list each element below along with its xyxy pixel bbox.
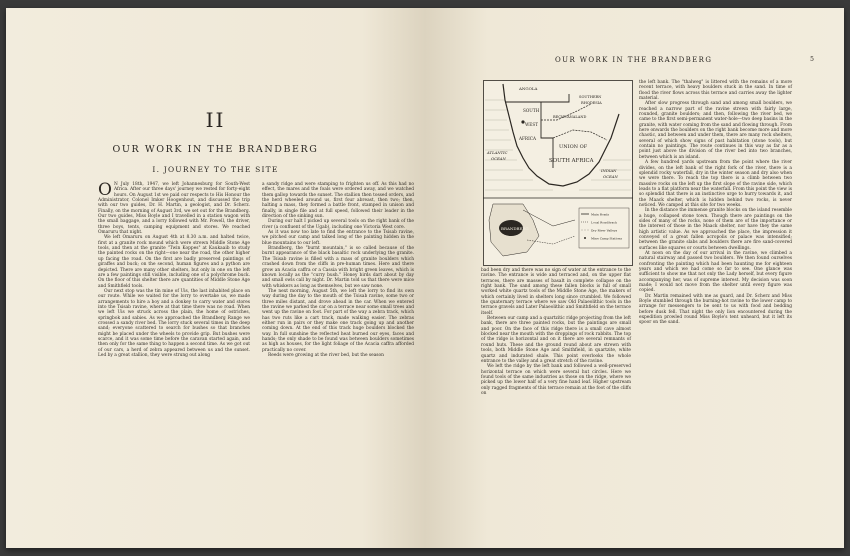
legend-item: Mine Camp Stations	[591, 236, 622, 241]
paragraph: We left the ridge by the left bank and followed a well-preserved horizontal terrace on which were several hut circles. Here we found tools of the same industries as those on the ridge, where we picked up the lower half of a very fine hand leaf. Higher upstream only ragged fragments of this terrace remain at the foot of the cliffs on	[481, 364, 631, 396]
paragraph: After slow progress through sand and among small boulders, we reached a narrow part of the ravine strewn with fairly large, rounded, granite boulders; and then, following the river bed, we came to the first semi-permanent water-hole—two deep basins in the granite, with water coming from the sand and flowing through. From here onwards the boulders on the right bank become more and more chaotic, and between and under them, there are many rock shelters, several of which show signs of past habitation (stone tools), but contain no paintings. The route continues in this way as far as a point just above the division of the river bed into two branches, between which is an island.	[639, 101, 792, 160]
paragraph: As it was now too late to find the entrance to the Tsisab ravine, we pitched our camp and talked long of the painting hidden in the blue mountains to our left.	[262, 230, 414, 246]
paragraph: The next morning, August 5th, we left the lorry to find its own way during the day to the mouth of the Tsisab ravine, some two or three miles distant, and drove ahead in the car. When we entered the ravine we parked the car on a terrace near some small trees and went up the ravine on foot. For part of the way a zebra track, which has two ruts like a cart track, made walking easier. The zebras either run in pairs or they make one track going up and another coming down. At the end of this track huge boulders blocked the way. In full sunshine the reflected heat burned our eyes, faces and hands; the only shade to be found was between boulders sometimes as high as houses, for the light foliage of the Acacia caffra afforded practically no cover.	[262, 288, 414, 353]
paragraph: bad been dry and there was no sign of water at the entrance to the ravine. The entrance is wide and terraced and, on the upper flat terraces, there are masses of basalt in complete collapse on the right bank. The sand among these fallen blocks is full of small worked white quartz tools of the Middle Stone Age, the makers of which certainly lived in shelters long since crumbled. We followed the quaternary terrace where we saw Old Palaeolithic tools in the terrace gravels and Later Palaeolithic and Smithfield on the terrace itself.	[481, 268, 631, 316]
book-spread	[6, 8, 844, 548]
right-column-1	[481, 268, 631, 543]
legend-item: Main Roads	[591, 212, 610, 217]
chapter-title: OUR WORK IN THE BRANDBERG	[112, 144, 319, 155]
paragraph: At noon on the day of our arrival in the ravine, we climbed a natural stairway and passed two boulders. We then found ourselves confronting the painting which had been haunting me for eighteen years and which we had come so far to see. One glance was sufficient to show me that not only the Lady herself, but every figure accompanying her, was of supreme interest. My decision was soon made; I would not move from the shelter until every figure was copied.	[639, 251, 792, 294]
map-label-bechuanaland: BECHUANALAND	[553, 115, 587, 119]
map-label-indian-1: INDIAN	[601, 168, 617, 173]
paragraph: O N July 18th, 1947, we left Johannesburg for South-West Africa. After our three days' journey we rested for forty-eight hours. On August 1st we paid our respects to His Honour the Administrator, Colonel Imker Hoogenhout, and discussed the trip with our two guides, Dr. H. Martin, a geologist, and Dr. Scherz. Finally, on the morning of August 3rd, we set out for the Brandberg. Our two guides, Miss Boyle and I travelled in a station wagon with the small baggage, and a lorry followed with Mr. Powell, the driver, three boys, tents, camping equipment and stores. We reached Omaruru that night.	[98, 180, 250, 236]
right-column-2	[639, 80, 792, 543]
running-head: OUR WORK IN THE BRANDBERG	[555, 56, 713, 64]
map-label-atlantic-1: ATLANTIC	[487, 150, 508, 155]
right-page	[425, 8, 844, 548]
paragraph: In the distance the immense granite blocks on the island resemble a huge, collapsed stone town. Though there are paintings on the sides of many of the rocks, none of them are of the importance or the interest of those in the Maack shelter, nor have they the same high artistic value. As we approached the place, the impression it conveyed of a great fallen acropolis or palace was intensified; between the granite slabs and boulders there are fire sand-covered surfaces like squares or courts between dwellings.	[639, 208, 792, 251]
paragraph: a sandy ridge and were stamping to frighten us off. As this had no effect, the mares and the foals were ordered away, and we watched them gallop towards the sunset. The stallion then tossed orders, and the herd wheeled around us, first four abreast, then two; then, halting a mass, they formed a battle front, stamped in unison and finally, in single file and at full speed, followed their leader in the direction of the sinking sun.	[262, 182, 414, 220]
paragraph: A few hundred yards upstream from the point where the river divides, on the left bank of the right fork of the river, there is a splendid rocky waterfall, dry in the winter season and dry also when we were there. To reach the top there is a climb between two massive rocks on the left up the first slope of the ravine side, which leads to a flat platform near the waterfall. From this point the view is so splendid that there is an instinctive urge to hurry towards it, and the Maack shelter, which is hidden behind two rocks, is never noticed. We camped at this site for two weeks.	[639, 160, 792, 208]
map-label-angola: ANGOLA	[519, 86, 538, 91]
section-title: I. JOURNEY TO THE SITE	[152, 165, 279, 174]
map-label-atlantic-2: OCEAN	[491, 156, 506, 161]
map-label-swa-3: AFRICA	[519, 136, 536, 141]
map-label-indian-2: OCEAN	[603, 174, 618, 179]
map-label-swa-2: WEST	[525, 122, 539, 127]
left-column-1	[98, 182, 250, 527]
left-column-2	[262, 182, 414, 527]
paragraph: Our next stop was the tin mine of Uis, the last inhabited place on our route. While we waited for the lorry to overtake us, we made arrangements to hire a boy and a donkey to carry water and stores into the Tsisab ravine, where at that time there was no road. When we left Uis we struck across the plain, the home of ostriches, springbok and sabies. As we approached the Brandberg Range we crossed a sandy river bed. The lorry stuck several times in the deep sand; everyone scattered to search for bushes so that branches might be placed under the wheels to provide grip. But bushes were scarce, and it was some time before the caravan started again, and then only for the same thing to happen a second time. As we got out of our cars, a herd of zebra appeared between us and the sunset. Led by a great stallion, they were strung out along	[98, 288, 250, 358]
legend-item: Local Road/track	[591, 220, 617, 225]
map-southern-africa	[483, 80, 633, 266]
paragraph: During our halt I picked up several tools on the right bank of the river (a confluent of the Ugab), including one Victoria West core.	[262, 219, 414, 230]
map-label-union-of: UNION OF	[559, 144, 588, 150]
paragraph: Dr. Martin remained with me as guard, and Dr. Scherz and Miss Boyle stumbled through the burning-hot ravine to the lower camp to arrange for messengers to be sent to us with food and bedding before dusk fell. That night the only lion encountered during the expedition prowled round Miss Boyle's tent unheard, but it left its spoor on the sand.	[639, 293, 792, 326]
map-label-rhodesia-2: RHODESIA	[581, 101, 602, 105]
drop-cap: O	[98, 180, 112, 200]
legend-item: Dry River Valleys	[591, 228, 618, 233]
map-label-brandberg: BRANDBERG	[501, 226, 529, 231]
left-page	[6, 8, 425, 548]
page-number: 5	[810, 56, 814, 63]
map-label-swa-1: SOUTH	[523, 108, 540, 113]
map-label-rhodesia-1: SOUTHERN	[579, 95, 602, 99]
paragraph: the left bank. The "thalweg" is littered with the remains of a more recent terrace, with heavy boulders stuck in the sand. In time of flood the river flows across this terrace and carries away the lighter material.	[639, 80, 792, 102]
chapter-number: II	[205, 108, 226, 132]
map-label-south-africa: SOUTH AFRICA	[549, 158, 594, 164]
paragraph: Reeds were growing at the river bed, but the season	[268, 353, 384, 358]
paragraph: We left Omaruru on August 4th at 8.30 a.m. and halted twice, first at a granite rock mound which were strewn Middle Stone Age tools, and then at the granite "Twin Koppes" at Kaukaaib to study the painted rocks on the right—one near the road, the other higher up facing the road. On the first are badly preserved paintings of giraffes and buck; on the second, human figures and a python are depicted. There are many other shelters, but only in one on the left are a few paintings still visible, including one of a polychrome buck. On the floor of this shelter there are quantities of Middle Stone Age and Smithfield tools.	[98, 235, 250, 289]
paragraph: Brandberg, the "burnt mountain," is so called because of the burnt appearance of the black basaltic rock underlying the granite. The Tsisab ravine is filled with a mass of granite boulders which crashed down from the cliffs in pre-human times. Here and there grow an Acacia caffra or a Cassia with bright green leaves, which is known locally as the "curry bush." Honey birds dart about by day and small owls call by night. Dr. Martin told us that there were mice with whiskers as long as themselves, but we saw none.	[262, 246, 414, 289]
paragraph: Between our camp and a quartzitic ridge projecting from the left bank, there are three painted rocks, but the paintings are small and poor. On the face of this ridge there is a small cave almost blocked near the mouth with the droppings of rock rabbits. The top of the ridge is horizontal and on it there are several remnants of round huts. These and the ground round about are strewn with tools, both Middle Stone Age and Smithfield, in quartzite, white quartz and indurated shale. This point overlooks the whole entrance to the valley and a great stretch of the ravine.	[481, 316, 631, 364]
